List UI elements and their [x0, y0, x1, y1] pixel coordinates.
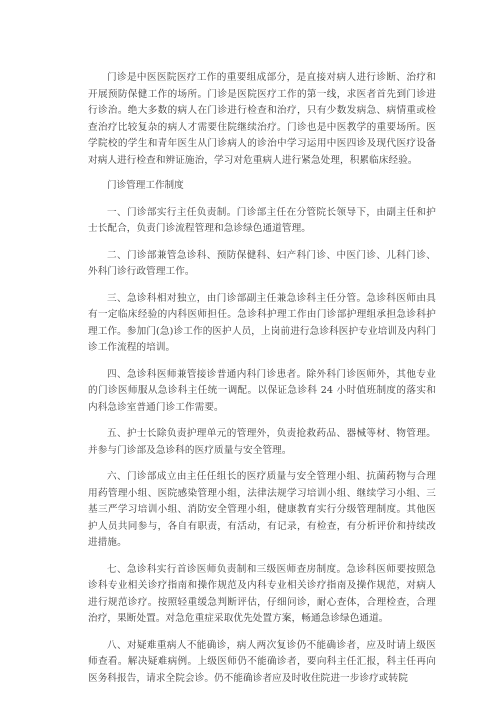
- rule-item-5: 五、护士长除负责护理单元的管理外，负责抢救药品、器械等材、物管理。并参与门诊部及急诊科的医疗质量与安全管理。: [88, 428, 436, 456]
- rule-item-1: 一、门诊部实行主任负责制。门诊部主任在分管院长领导下，由副主任和护士长配合，负责门诊流程管理和急诊绿色通道管理。: [88, 206, 436, 234]
- section-title: 门诊管理工作制度: [107, 180, 184, 191]
- document-page: [88, 70, 436, 697]
- rule-item-6: 六、门诊部成立由主任任组长的医疗质量与安全管理小组、抗菌药物与合理用药管理小组、医院感染管理小组，法律法规学习培训小组、继续学习小组、三基三严学习培训小组、消防安全管理小组，健康教育实行分级管理制度。其他医护人员共同参与，各自有职责，有活动，有记录，有检查，有分析评价和持续改进措施。: [88, 471, 436, 548]
- intro-paragraph: 门诊是中医医院医疗工作的重要组成部分，是直接对病人进行诊断、治疗和开展预防保健工作的场所。门诊是医院医疗工作的第一线，求医者首先到门诊进行诊治。绝大多数的病人在门诊进行检查和治疗，只有少数发病急、病情重或检查治疗比较复杂的病人才需要住院继续治疗。门诊也是中医教学的重要场所。医学院校的学生和青年医生从门诊病人的诊治中学习运用中医四诊及现代医疗设备对病人进行检查和辨证施治，学习对危重病人进行紧急处理，积累临床经验。: [88, 72, 436, 166]
- rule-item-2: 二、门诊部兼管急诊科、预防保健科、妇产科门诊、中医门诊、儿科门诊、外科门诊行政管理工作。: [88, 249, 436, 277]
- rule-item-8: 八、对疑难重病人不能确诊，病人两次复诊仍不能确诊者，应及时请上级医师查看。解决疑难病例。上级医师仍不能确诊者，要向科主任汇报，科主任再向医务科报告，请求全院会诊。仍不能确诊者应及时收住院进一步诊疗或转院: [88, 639, 436, 684]
- rule-item-4: 四、急诊科医师兼管接诊普通内科门诊患者。除外科门诊医师外，其他专业的门诊医师服从急诊科主任统一调配。以保证急诊科 24 小时值班制度的落实和内科急诊室普通门诊工作需要。: [88, 368, 436, 413]
- rule-item-7: 七、急诊科实行首诊医师负责制和三级医师查房制度。急诊科医师要按照急诊科专业相关诊疗指南和操作规范及内科专业相关诊疗指南及操作规范，对病人进行规范诊疗。按照轻重缓急判断评估，仔细问诊，耐心查体，合理检查，合理治疗，果断处置。对急危重症采取优先处置方案，畅通急诊绿色通道。: [88, 563, 436, 624]
- rule-item-3: 三、急诊科相对独立，由门诊部副主任兼急诊科主任分管。急诊科医师由具有一定临床经验的内科医师担任。急诊科护理工作由门诊部护理组承担急诊科护理工作。参加门(急)诊工作的医护人员，上岗前进行急诊科医护专业培训及内科门诊工作流程的培训。: [88, 292, 436, 353]
